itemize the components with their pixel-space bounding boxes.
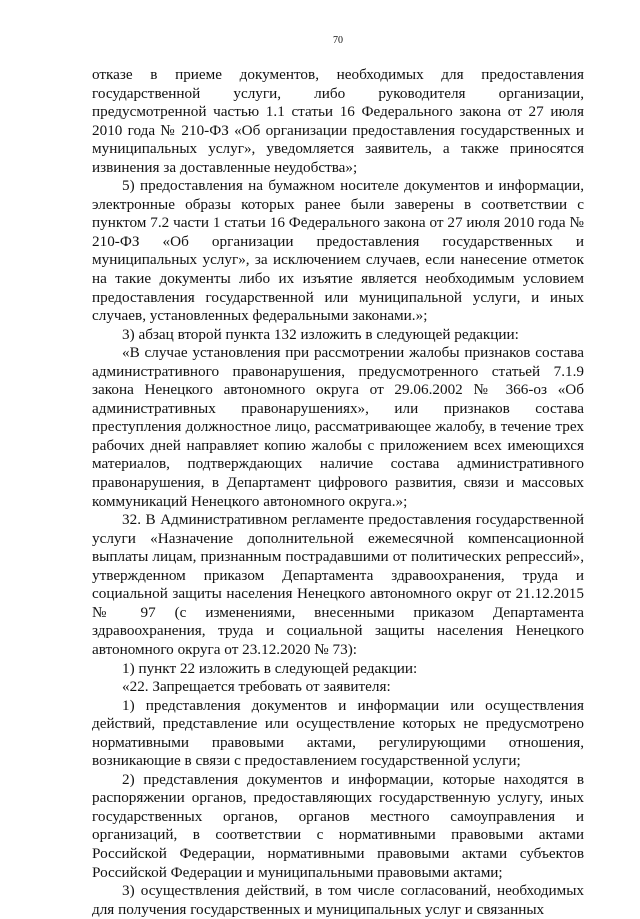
paragraph-list-2: 2) представления документов и информации, которые находятся в распоряжении органов, предоставляющих государственную услугу, иных государственных органов, органов местного самоуправления и организаций, в соответствии с нормативными правовыми актами Российской Федерации, нормативными правовыми актами субъектов Российской Федерации и муниципальными правовыми актами; bbox=[92, 770, 584, 881]
paragraph-list-3: 3) осуществления действий, в том числе согласований, необходимых для получения государственных и муниципальных услуг и связанных bbox=[92, 882, 584, 918]
paragraph-continuation: отказе в приеме документов, необходимых для предоставления государственной услуги, либо руководителя организации, предусмотренной частью 1.1 статьи 16 Федерального закона от 27 июля 2010 года № 210-ФЗ «Об организации предоставления государственных и муниципальных услуг», уведомляется заявитель, а также приносятся извинения за доставленные неудобства»; bbox=[92, 66, 584, 176]
page-number: 70 bbox=[333, 35, 343, 46]
paragraph-point-22: «22. Запрещается требовать от заявителя: bbox=[122, 678, 391, 696]
paragraph-quote-complaint: «В случае установления при рассмотрении жалобы признаков состава административного правонарушения, предусмотренного статьей 7.1.9 закона Ненецкого автономного округа от 29.06.2002 № 366-оз «Об административных правонарушениях», или признаков состава преступления должностное лицо, рассматривающее жалобу, в течение трех рабочих дней направляет копию жалобы с приложением всех имеющихся материалов, подтверждающих наличие состава административного правонарушения, в Департамент цифрового развития, связи и массовых коммуникаций Ненецкого автономного округа.»; bbox=[92, 344, 584, 510]
paragraph-item-5: 5) предоставления на бумажном носителе документов и информации, электронные образы которых ранее были заверены в соответствии с пунктом 7.2 части 1 статьи 16 Федерального закона от 27 июля 2010 года № 210-ФЗ «Об организации предоставления государственных и муниципальных услуг», за исключением случаев, если нанесение отметок на такие документы либо их изъятие является необходимым условием предоставления государственной или муниципальной услуги, и иных случаев, установленных федеральными законами.»; bbox=[92, 177, 584, 325]
paragraph-section-32: 32. В Административном регламенте предоставления государственной услуги «Назначение дополнительной ежемесячной компенсационной выплаты лицам, признанным пострадавшими от политических репрессий», утвержденном приказом Департамента здравоохранения, труда и социальной защиты населения Ненецкого автономного округ от 21.12.2015 № 97 (с изменениями, внесенными приказом Департамента здравоохранения, труда и социальной защиты населения Ненецкого автономного округа от 23.12.2020 № 73): bbox=[92, 511, 584, 658]
paragraph-subitem-3: 3) абзац второй пункта 132 изложить в следующей редакции: bbox=[122, 325, 519, 343]
paragraph-list-1: 1) представления документов и информации или осуществления действий, представление или осуществление которых не предусмотрено нормативными правовыми актами, регулирующими отношения, возникающие в связи с предоставлением государственной услуги; bbox=[92, 696, 584, 770]
paragraph-subitem-1: 1) пункт 22 изложить в следующей редакции: bbox=[122, 659, 418, 677]
